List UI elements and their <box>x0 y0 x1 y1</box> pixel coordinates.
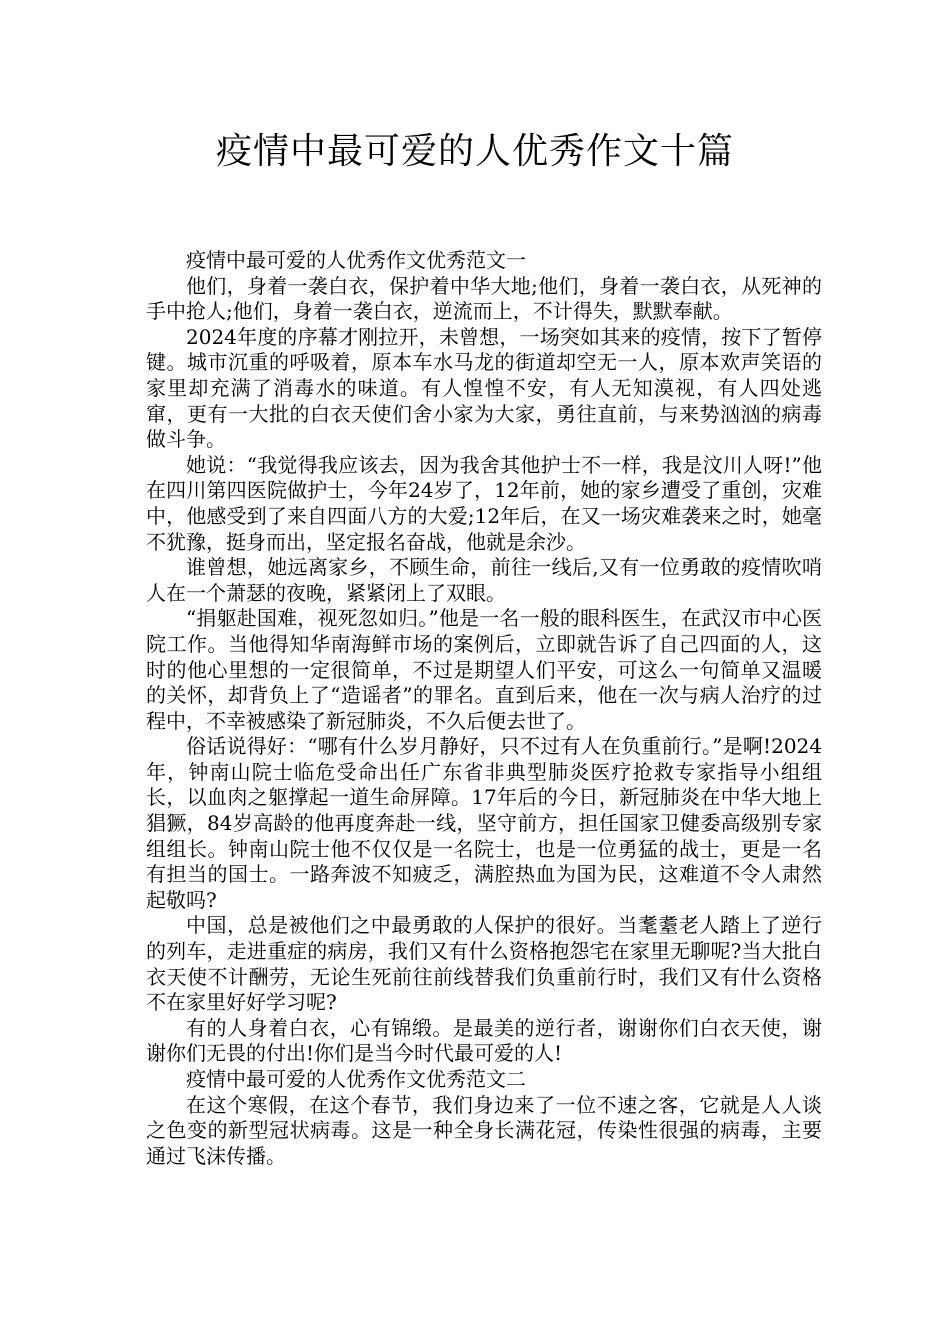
document-body <box>146 248 822 1169</box>
paragraph: 俗话说得好：“哪有什么岁月静好，只不过有人在负重前行。”是啊!2024年，钟南山院士临危受命出任广东省非典型肺炎医疗抢救专家指导小组组长，以血肉之躯撑起一道生命屏障。17年后的今日，新冠肺炎在中华大地上猖獗，84岁高龄的他再度奔赴一线，坚守前方，担任国家卫健委高级别专家组组长。钟南山院士他不仅仅是一名院士，也是一位勇猛的战士，更是一名有担当的国士。一路奔波不知疲乏，满腔热血为国为民，这难道不令人肃然起敬吗? <box>146 734 822 912</box>
section-heading-1: 疫情中最可爱的人优秀作文优秀范文一 <box>186 248 526 272</box>
paragraph: 她说：“我觉得我应该去，因为我舍其他护士不一样，我是汶川人呀!”他在四川第四医院做护士，今年24岁了，12年前，她的家乡遭受了重创，灾难中，他感受到了来自四面八方的大爱;12年后，在又一场灾难袭来之时，她毫不犹豫，挺身而出，坚定报名奋战，他就是余沙。 <box>146 452 822 554</box>
paragraph: 2024年度的序幕才刚拉开，未曾想，一场突如其来的疫情，按下了暂停键。城市沉重的呼吸着，原本车水马龙的街道却空无一人，原本欢声笑语的家里却充满了消毒水的味道。有人惶惶不安，有人无知漠视，有人四处逃窜，更有一大批的白衣天使们舍小家为大家，勇往直前，与来势汹汹的病毒做斗争。 <box>146 324 822 452</box>
paragraph: 中国，总是被他们之中最勇敢的人保护的很好。当耄耋老人踏上了逆行的列车，走进重症的病房，我们又有什么资格抱怨宅在家里无聊呢?当大批白衣天使不计酬劳，无论生死前往前线替我们负重前行时，我们又有什么资格不在家里好好学习呢? <box>146 913 822 1015</box>
section-heading-2: 疫情中最可爱的人优秀作文优秀范文二 <box>186 1067 526 1091</box>
paragraph: 谁曾想，她远离家乡，不顾生命，前往一线后,又有一位勇敢的疫情吹哨人在一个萧瑟的夜晚，紧紧闭上了双眼。 <box>146 555 822 605</box>
paragraph: “捐躯赴国难，视死忽如归。”他是一名一般的眼科医生，在武汉市中心医院工作。当他得知华南海鲜市场的案例后，立即就告诉了自己四面的人，这时的他心里想的一定很简单，不过是期望人们平安，可这么一句简单又温暖的关怀，却背负上了“造谣者”的罪名。直到后来，他在一次与病人治疗的过程中，不幸被感染了新冠肺炎，不久后便去世了。 <box>146 606 822 733</box>
paragraph: 他们，身着一袭白衣，保护着中华大地;他们，身着一袭白衣，从死神的手中抢人;他们，身着一袭白衣，逆流而上，不计得失，默默奉献。 <box>146 273 822 324</box>
paragraph: 在这个寒假，在这个春节，我们身边来了一位不速之客，它就是人人谈之色变的新型冠状病毒。这是一种全身长满花冠，传染性很强的病毒，主要通过飞沫传播。 <box>146 1092 822 1168</box>
document-title: 疫情中最可爱的人优秀作文十篇 <box>215 131 734 172</box>
paragraph: 有的人身着白衣，心有锦缎。是最美的逆行者，谢谢你们白衣天使，谢谢你们无畏的付出!你们是当今时代最可爱的人! <box>146 1015 822 1066</box>
